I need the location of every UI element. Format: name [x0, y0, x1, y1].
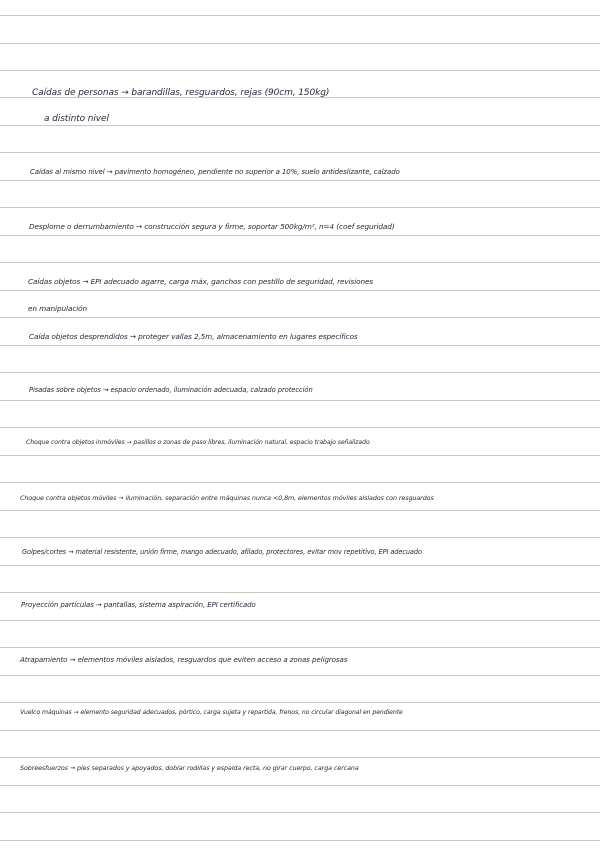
- note-pisadas: Pisadas sobre objetos → espacio ordenado, iluminación adecuada, calzado protección: [29, 386, 313, 394]
- ruled-line: [0, 70, 600, 71]
- note-caidas-mismo-nivel: Caídas al mismo nivel → pavimento homogéneo, pendiente no superior a 10%, suelo antideslizante, calzado: [30, 168, 400, 176]
- ruled-line: [0, 510, 600, 511]
- ruled-line: [0, 15, 600, 16]
- ruled-line: [0, 537, 600, 538]
- ruled-line: [0, 565, 600, 566]
- ruled-line: [0, 647, 600, 648]
- ruled-line: [0, 592, 600, 593]
- ruled-line: [0, 372, 600, 373]
- note-choque-moviles: Choque contra objetos móviles → iluminación, separación entre máquinas nunca <0,8m, elementos móviles aislados con resguardos: [20, 494, 434, 502]
- note-caidas-personas: Caídas de personas → barandillas, resguardos, rejas (90cm, 150kg): [32, 88, 330, 98]
- ruled-line: [0, 207, 600, 208]
- ruled-line: [0, 345, 600, 346]
- ruled-line: [0, 840, 600, 841]
- ruled-line: [0, 730, 600, 731]
- ruled-line: [0, 152, 600, 153]
- note-desplome: Desplome o derrumbamiento → construcción segura y firme, soportar 500kg/m², n=4 (coef seguridad): [29, 222, 395, 231]
- ruled-line: [0, 757, 600, 758]
- ruled-line: [0, 427, 600, 428]
- note-sobreesfuerzos: Sobreesfuerzos → pies separados y apoyados, doblar rodillas y espalda recta, no girar cuerpo, carga cercana: [20, 764, 359, 772]
- ruled-line: [0, 262, 600, 263]
- ruled-line: [0, 43, 600, 44]
- note-caidas-personas-cont: a distinto nivel: [44, 114, 109, 124]
- ruled-line: [0, 702, 600, 703]
- ruled-line: [0, 455, 600, 456]
- ruled-line: [0, 620, 600, 621]
- note-proyeccion: Proyección partículas → pantallas, sistema aspiración, EPI certificado: [21, 601, 256, 609]
- note-vuelco: Vuelco máquinas → elemento seguridad adecuados, pórtico, carga sujeta y repartida, frenos, no circular diagonal en pendiente: [20, 709, 403, 716]
- ruled-line: [0, 675, 600, 676]
- note-golpes-cortes: Golpes/cortes → material resistente, unión firme, mango adecuado, afilado, protectores, evitar mov repetitivo, EPI adecuado: [22, 548, 422, 556]
- note-caida-objetos-desprendidos: Caída objetos desprendidos → proteger vallas 2,5m, almacenamiento en lugares específicos: [29, 332, 358, 341]
- note-caida-objetos: Caídas objetos → EPI adecuado agarre, carga máx, ganchos con pestillo de seguridad, revisiones: [28, 277, 374, 286]
- note-atrapamiento: Atrapamiento → elementos móviles aislados, resguardos que eviten acceso a zonas peligrosas: [20, 655, 348, 664]
- ruled-line: [0, 235, 600, 236]
- ruled-line: [0, 785, 600, 786]
- ruled-line: [0, 482, 600, 483]
- ruled-line: [0, 317, 600, 318]
- ruled-line: [0, 125, 600, 126]
- ruled-line: [0, 180, 600, 181]
- ruled-line: [0, 290, 600, 291]
- note-caida-objetos-cont: en manipulación: [28, 304, 88, 313]
- ruled-line: [0, 812, 600, 813]
- note-choque-inmoviles: Choque contra objetos inmóviles → pasillos o zonas de paso libres, iluminación natural, espacio trabajo señalizado: [26, 439, 370, 446]
- ruled-line: [0, 400, 600, 401]
